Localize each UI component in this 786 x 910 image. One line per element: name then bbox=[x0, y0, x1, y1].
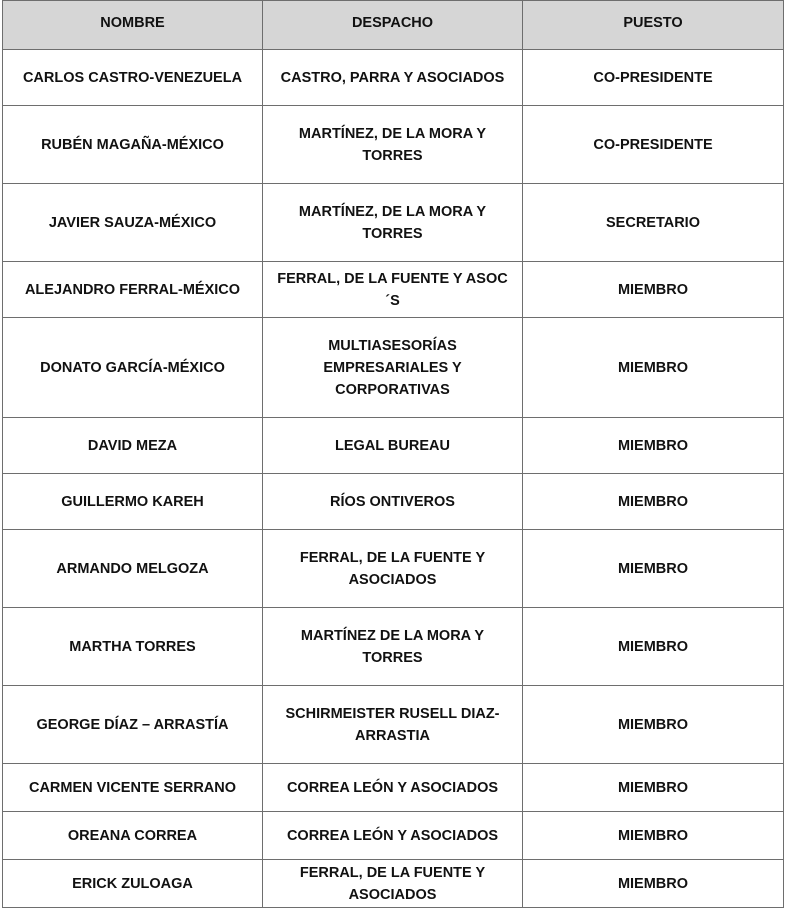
table-header bbox=[3, 1, 784, 50]
cell-puesto: SECRETARIO bbox=[523, 184, 784, 262]
cell-nombre: GEORGE DÍAZ – ARRASTÍA bbox=[3, 686, 263, 764]
header-despacho: DESPACHO bbox=[263, 1, 523, 50]
cell-nombre: DAVID MEZA bbox=[3, 418, 263, 474]
header-puesto: PUESTO bbox=[523, 1, 784, 50]
despacho-line: MARTÍNEZ DE LA MORA Y bbox=[300, 627, 485, 644]
table-body bbox=[3, 50, 784, 908]
cell-puesto: MIEMBRO bbox=[523, 318, 784, 418]
despacho-line: ARRASTIA bbox=[355, 727, 430, 744]
cell-nombre: OREANA CORREA bbox=[3, 812, 263, 860]
cell-nombre: CARLOS CASTRO-VENEZUELA bbox=[3, 50, 263, 106]
despacho-line: TORRES bbox=[362, 147, 423, 164]
despacho-line: CORPORATIVAS bbox=[335, 381, 450, 398]
despacho-line: SCHIRMEISTER RUSELL DIAZ- bbox=[285, 705, 500, 722]
cell-puesto: MIEMBRO bbox=[523, 418, 784, 474]
despacho-line: TORRES bbox=[362, 225, 423, 242]
cell-nombre: DONATO GARCÍA-MÉXICO bbox=[3, 318, 263, 418]
despacho-line: CORREA LEÓN Y ASOCIADOS bbox=[286, 827, 499, 844]
cell-nombre: ALEJANDRO FERRAL-MÉXICO bbox=[3, 262, 263, 318]
cell-puesto: MIEMBRO bbox=[523, 764, 784, 812]
table-row bbox=[3, 764, 784, 812]
cell-puesto: MIEMBRO bbox=[523, 608, 784, 686]
despacho-line: MARTÍNEZ, DE LA MORA Y bbox=[298, 203, 487, 220]
cell-despacho bbox=[263, 106, 523, 184]
cell-despacho bbox=[263, 860, 523, 908]
table-row bbox=[3, 686, 784, 764]
cell-nombre: GUILLERMO KAREH bbox=[3, 474, 263, 530]
cell-puesto: CO-PRESIDENTE bbox=[523, 50, 784, 106]
cell-despacho bbox=[263, 318, 523, 418]
cell-puesto: MIEMBRO bbox=[523, 686, 784, 764]
table-row bbox=[3, 608, 784, 686]
table-row bbox=[3, 474, 784, 530]
table-row bbox=[3, 106, 784, 184]
cell-nombre: MARTHA TORRES bbox=[3, 608, 263, 686]
cell-despacho bbox=[263, 474, 523, 530]
header-row bbox=[3, 1, 784, 50]
cell-puesto: MIEMBRO bbox=[523, 262, 784, 318]
despacho-line: FERRAL, DE LA FUENTE Y bbox=[299, 864, 486, 881]
table-row bbox=[3, 262, 784, 318]
cell-despacho bbox=[263, 608, 523, 686]
cell-nombre: RUBÉN MAGAÑA-MÉXICO bbox=[3, 106, 263, 184]
table-row bbox=[3, 418, 784, 474]
table-row bbox=[3, 812, 784, 860]
cell-nombre: CARMEN VICENTE SERRANO bbox=[3, 764, 263, 812]
despacho-line: ASOCIADOS bbox=[348, 886, 437, 903]
table-row bbox=[3, 860, 784, 908]
despacho-line: CORREA LEÓN Y ASOCIADOS bbox=[286, 779, 499, 796]
cell-despacho bbox=[263, 418, 523, 474]
table-row bbox=[3, 50, 784, 106]
cell-nombre: ARMANDO MELGOZA bbox=[3, 530, 263, 608]
table-row bbox=[3, 318, 784, 418]
cell-puesto: MIEMBRO bbox=[523, 530, 784, 608]
committee-table bbox=[2, 0, 784, 908]
despacho-line: MARTÍNEZ, DE LA MORA Y bbox=[298, 125, 487, 142]
cell-nombre: JAVIER SAUZA-MÉXICO bbox=[3, 184, 263, 262]
header-nombre: NOMBRE bbox=[3, 1, 263, 50]
despacho-line: TORRES bbox=[362, 649, 423, 666]
despacho-line: LEGAL BUREAU bbox=[335, 437, 450, 454]
table-row bbox=[3, 530, 784, 608]
cell-despacho bbox=[263, 50, 523, 106]
cell-despacho bbox=[263, 764, 523, 812]
table-row bbox=[3, 184, 784, 262]
despacho-line: RÍOS ONTIVEROS bbox=[330, 493, 455, 510]
despacho-line: CASTRO, PARRA Y ASOCIADOS bbox=[280, 69, 505, 86]
despacho-line: FERRAL, DE LA FUENTE Y bbox=[299, 549, 486, 566]
cell-despacho bbox=[263, 686, 523, 764]
cell-puesto: MIEMBRO bbox=[523, 474, 784, 530]
cell-despacho bbox=[263, 262, 523, 318]
cell-despacho bbox=[263, 530, 523, 608]
despacho-line: ASOCIADOS bbox=[348, 571, 437, 588]
cell-despacho bbox=[263, 184, 523, 262]
cell-nombre: ERICK ZULOAGA bbox=[3, 860, 263, 908]
despacho-line: EMPRESARIALES Y bbox=[323, 359, 462, 376]
cell-puesto: CO-PRESIDENTE bbox=[523, 106, 784, 184]
cell-puesto: MIEMBRO bbox=[523, 812, 784, 860]
cell-despacho bbox=[263, 812, 523, 860]
despacho-line: FERRAL, DE LA FUENTE Y ASOC´S bbox=[277, 270, 508, 309]
cell-puesto: MIEMBRO bbox=[523, 860, 784, 908]
despacho-line: MULTIASESORÍAS bbox=[328, 337, 457, 354]
